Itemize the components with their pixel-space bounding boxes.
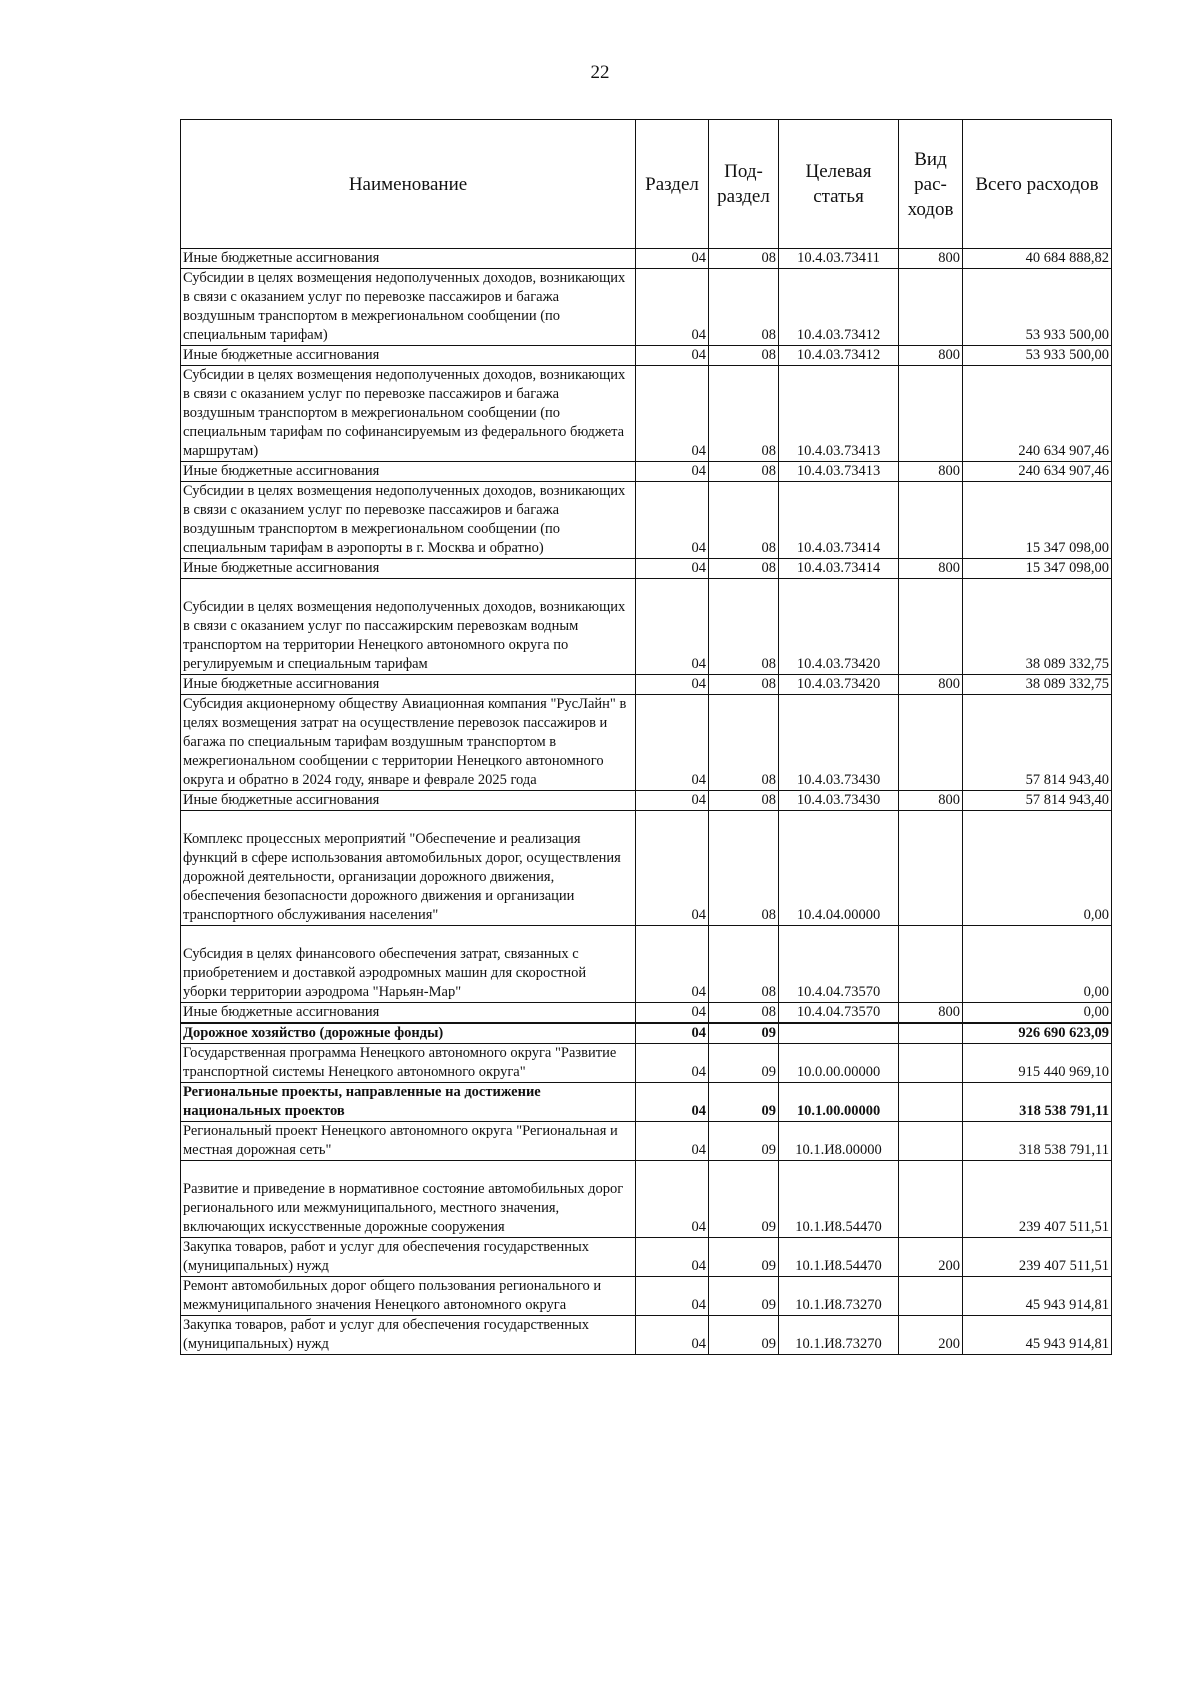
row-subsection: 08 <box>709 695 779 791</box>
row-article: 10.4.03.73412 <box>779 269 899 346</box>
table-row <box>181 462 1112 482</box>
row-section: 04 <box>636 1083 709 1122</box>
row-section: 04 <box>636 579 709 675</box>
row-article: 10.4.03.73413 <box>779 366 899 462</box>
row-total: 38 089 332,75 <box>963 579 1112 675</box>
row-total: 15 347 098,00 <box>963 482 1112 559</box>
table-row <box>181 1122 1112 1161</box>
row-subsection: 08 <box>709 346 779 366</box>
table-row <box>181 1003 1112 1024</box>
row-kind: 800 <box>899 249 963 269</box>
row-article: 10.0.00.00000 <box>779 1044 899 1083</box>
table-row <box>181 559 1112 579</box>
row-kind: 200 <box>899 1316 963 1355</box>
row-name: Развитие и приведение в нормативное состояние автомобильных дорог регионального или межмуниципального, местного значения, включающих искусственные дорожные сооружения <box>181 1161 636 1238</box>
row-article: 10.4.03.73414 <box>779 559 899 579</box>
row-section: 04 <box>636 791 709 811</box>
row-section: 04 <box>636 346 709 366</box>
row-article: 10.4.03.73420 <box>779 579 899 675</box>
row-kind <box>899 1023 963 1044</box>
row-total: 0,00 <box>963 1003 1112 1024</box>
row-kind: 800 <box>899 1003 963 1024</box>
row-subsection: 09 <box>709 1122 779 1161</box>
row-article: 10.1.00.00000 <box>779 1083 899 1122</box>
row-total: 15 347 098,00 <box>963 559 1112 579</box>
row-subsection: 08 <box>709 791 779 811</box>
row-subsection: 08 <box>709 926 779 1003</box>
row-subsection: 08 <box>709 811 779 926</box>
row-section: 04 <box>636 366 709 462</box>
row-total: 57 814 943,40 <box>963 791 1112 811</box>
row-article: 10.1.И8.73270 <box>779 1316 899 1355</box>
table-row <box>181 1023 1112 1044</box>
row-kind <box>899 1277 963 1316</box>
table-row <box>181 1238 1112 1277</box>
row-section: 04 <box>636 462 709 482</box>
row-article <box>779 1023 899 1044</box>
row-section: 04 <box>636 1238 709 1277</box>
row-subsection: 08 <box>709 559 779 579</box>
row-name: Субсидии в целях возмещения недополученных доходов, возникающих в связи с оказанием услуг по пассажирским перевозкам водным транспортом на территории Ненецкого автономного округа по регулируемым и специальным тарифам <box>181 579 636 675</box>
row-section: 04 <box>636 559 709 579</box>
row-kind <box>899 482 963 559</box>
row-name: Субсидии в целях возмещения недополученных доходов, возникающих в связи с оказанием услуг по перевозке пассажиров и багажа воздушным транспортом в межрегиональном сообщении (по специальным тарифам по софинансируемым из федерального бюджета маршрутам) <box>181 366 636 462</box>
row-subsection: 08 <box>709 1003 779 1024</box>
row-kind <box>899 1161 963 1238</box>
header-target-article: Целевая статья <box>779 120 899 249</box>
row-total: 239 407 511,51 <box>963 1238 1112 1277</box>
row-kind <box>899 579 963 675</box>
row-section: 04 <box>636 249 709 269</box>
row-subsection: 09 <box>709 1023 779 1044</box>
row-name: Иные бюджетные ассигнования <box>181 791 636 811</box>
row-subsection: 09 <box>709 1044 779 1083</box>
row-kind: 800 <box>899 791 963 811</box>
row-article: 10.4.03.73430 <box>779 695 899 791</box>
row-total: 926 690 623,09 <box>963 1023 1112 1044</box>
row-total: 53 933 500,00 <box>963 269 1112 346</box>
row-name: Ремонт автомобильных дорог общего пользования регионального и межмуниципального значения Ненецкого автономного округа <box>181 1277 636 1316</box>
row-name: Субсидия в целях финансового обеспечения затрат, связанных с приобретением и доставкой аэродромных машин для скоростной уборки территории аэродрома "Нарьян-Мар" <box>181 926 636 1003</box>
table-header-row <box>181 120 1112 249</box>
row-subsection: 09 <box>709 1316 779 1355</box>
row-kind <box>899 1122 963 1161</box>
row-subsection: 08 <box>709 269 779 346</box>
row-total: 318 538 791,11 <box>963 1122 1112 1161</box>
row-article: 10.4.03.73430 <box>779 791 899 811</box>
row-section: 04 <box>636 1316 709 1355</box>
row-article: 10.4.03.73413 <box>779 462 899 482</box>
table-row <box>181 366 1112 462</box>
table-row <box>181 926 1112 1003</box>
row-section: 04 <box>636 695 709 791</box>
row-kind: 800 <box>899 346 963 366</box>
row-article: 10.4.03.73412 <box>779 346 899 366</box>
row-subsection: 09 <box>709 1238 779 1277</box>
row-kind: 800 <box>899 675 963 695</box>
row-section: 04 <box>636 1003 709 1024</box>
row-name: Дорожное хозяйство (дорожные фонды) <box>181 1023 636 1044</box>
row-total: 45 943 914,81 <box>963 1277 1112 1316</box>
row-article: 10.1.И8.73270 <box>779 1277 899 1316</box>
row-kind <box>899 811 963 926</box>
table-row <box>181 482 1112 559</box>
header-section: Раздел <box>636 120 709 249</box>
row-kind <box>899 1083 963 1122</box>
row-kind <box>899 695 963 791</box>
row-name: Региональный проект Ненецкого автономного округа "Региональная и местная дорожная сеть" <box>181 1122 636 1161</box>
table-row <box>181 695 1112 791</box>
row-subsection: 08 <box>709 366 779 462</box>
row-article: 10.4.04.73570 <box>779 1003 899 1024</box>
row-subsection: 09 <box>709 1277 779 1316</box>
table-row <box>181 1161 1112 1238</box>
row-article: 10.4.04.00000 <box>779 811 899 926</box>
row-subsection: 08 <box>709 579 779 675</box>
row-article: 10.1.И8.54470 <box>779 1161 899 1238</box>
row-section: 04 <box>636 675 709 695</box>
row-subsection: 08 <box>709 462 779 482</box>
header-name: Наименование <box>181 120 636 249</box>
row-section: 04 <box>636 1023 709 1044</box>
row-name: Субсидии в целях возмещения недополученных доходов, возникающих в связи с оказанием услуг по перевозке пассажиров и багажа воздушным транспортом в межрегиональном сообщении (по специальным тарифам в аэропорты в г. Москва и обратно) <box>181 482 636 559</box>
table-row <box>181 1316 1112 1355</box>
row-name: Закупка товаров, работ и услуг для обеспечения государственных (муниципальных) нужд <box>181 1238 636 1277</box>
row-section: 04 <box>636 269 709 346</box>
row-article: 10.4.04.73570 <box>779 926 899 1003</box>
row-total: 240 634 907,46 <box>963 366 1112 462</box>
row-kind: 200 <box>899 1238 963 1277</box>
row-name: Иные бюджетные ассигнования <box>181 559 636 579</box>
row-subsection: 09 <box>709 1161 779 1238</box>
row-total: 239 407 511,51 <box>963 1161 1112 1238</box>
table-row <box>181 1277 1112 1316</box>
row-total: 915 440 969,10 <box>963 1044 1112 1083</box>
row-subsection: 08 <box>709 249 779 269</box>
row-name: Иные бюджетные ассигнования <box>181 675 636 695</box>
row-total: 53 933 500,00 <box>963 346 1112 366</box>
row-subsection: 09 <box>709 1083 779 1122</box>
row-section: 04 <box>636 1122 709 1161</box>
row-section: 04 <box>636 1277 709 1316</box>
row-total: 318 538 791,11 <box>963 1083 1112 1122</box>
row-kind <box>899 366 963 462</box>
row-article: 10.4.03.73420 <box>779 675 899 695</box>
row-article: 10.4.03.73411 <box>779 249 899 269</box>
row-name: Иные бюджетные ассигнования <box>181 249 636 269</box>
row-total: 0,00 <box>963 926 1112 1003</box>
row-kind <box>899 1044 963 1083</box>
table-row <box>181 675 1112 695</box>
table-row <box>181 791 1112 811</box>
row-section: 04 <box>636 1161 709 1238</box>
row-article: 10.1.И8.54470 <box>779 1238 899 1277</box>
row-name: Региональные проекты, направленные на достижение национальных проектов <box>181 1083 636 1122</box>
row-section: 04 <box>636 1044 709 1083</box>
row-kind: 800 <box>899 559 963 579</box>
header-subsection: Под- раздел <box>709 120 779 249</box>
row-total: 38 089 332,75 <box>963 675 1112 695</box>
table-row <box>181 249 1112 269</box>
row-name: Субсидии в целях возмещения недополученных доходов, возникающих в связи с оказанием услуг по перевозке пассажиров и багажа воздушным транспортом в межрегиональном сообщении (по специальным тарифам) <box>181 269 636 346</box>
table-row <box>181 269 1112 346</box>
row-article: 10.1.И8.00000 <box>779 1122 899 1161</box>
row-subsection: 08 <box>709 675 779 695</box>
row-total: 0,00 <box>963 811 1112 926</box>
row-name: Государственная программа Ненецкого автономного округа "Развитие транспортной системы Ненецкого автономного округа" <box>181 1044 636 1083</box>
budget-table <box>180 119 1112 1355</box>
header-expense-type: Вид рас- ходов <box>899 120 963 249</box>
table-row <box>181 811 1112 926</box>
row-article: 10.4.03.73414 <box>779 482 899 559</box>
table-row <box>181 1083 1112 1122</box>
row-total: 45 943 914,81 <box>963 1316 1112 1355</box>
row-name: Иные бюджетные ассигнования <box>181 346 636 366</box>
table-row <box>181 346 1112 366</box>
row-name: Иные бюджетные ассигнования <box>181 462 636 482</box>
page-number: 22 <box>590 62 610 83</box>
row-section: 04 <box>636 482 709 559</box>
row-name: Комплекс процессных мероприятий "Обеспечение и реализация функций в сфере использования автомобильных дорог, осуществления дорожной деятельности, организации дорожного движения, обеспечения безопасности дорожного движения и организации транспортного обслуживания населения" <box>181 811 636 926</box>
row-name: Субсидия акционерному обществу Авиационная компания "РусЛайн" в целях возмещения затрат на осуществление перевозок пассажиров и багажа по специальным тарифам воздушным транспортом в межрегиональном сообщении с территории Ненецкого автономного округа и обратно в 2024 году, январе и феврале 2025 года <box>181 695 636 791</box>
row-kind <box>899 926 963 1003</box>
row-name: Иные бюджетные ассигнования <box>181 1003 636 1024</box>
row-name: Закупка товаров, работ и услуг для обеспечения государственных (муниципальных) нужд <box>181 1316 636 1355</box>
row-total: 40 684 888,82 <box>963 249 1112 269</box>
row-kind <box>899 269 963 346</box>
row-total: 57 814 943,40 <box>963 695 1112 791</box>
table-row <box>181 579 1112 675</box>
row-kind: 800 <box>899 462 963 482</box>
row-section: 04 <box>636 926 709 1003</box>
table-row <box>181 1044 1112 1083</box>
row-section: 04 <box>636 811 709 926</box>
header-total: Всего расходов <box>963 120 1112 249</box>
row-subsection: 08 <box>709 482 779 559</box>
row-total: 240 634 907,46 <box>963 462 1112 482</box>
